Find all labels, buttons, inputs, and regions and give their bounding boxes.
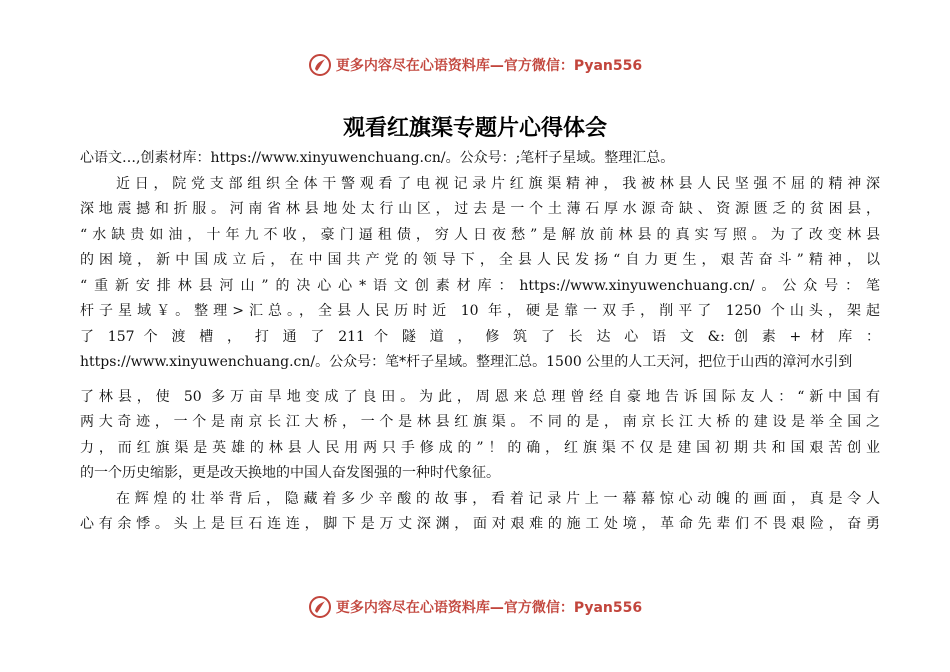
body-line: 深地震撼和折服。河南省林县地处太行山区，过去是一个土薄石厚水源奇缺、资源匮乏的贫困县，: [80, 201, 880, 217]
body-line: 的一个历史缩影，更是改天换地的中国人奋发图强的一种时代象征。: [80, 465, 500, 481]
body-line: 心有余悸。头上是巨石连连，脚下是万丈深渊，面对艰难的施工处境，革命先辈们不畏艰险，奋勇: [80, 516, 880, 532]
document-title: 观看红旗渠专题片心得体会: [342, 116, 607, 141]
brand-logo-icon: [308, 53, 332, 77]
body-line: 杆子星域￥。整理>汇总。，全县人民历时近 10 年，硬是靠一双手，削平了 1250 个山头，架起: [80, 303, 880, 319]
body-line: 力，而红旗渠是英雄的林县人民用两只手修成的”！的确，红旗渠不仅是建国初期共和国艰苦创业: [80, 439, 880, 456]
body-line: https://www.xinyuwenchuang.cn/。公众号：笔*杆子星域。整理汇总。1500 公里的人工天河，把位于山西的漳河水引到: [80, 354, 853, 370]
footer-watermark: [0, 594, 950, 620]
body-line: “水缺贵如油，十年九不收，豪门逼租债，穷人日夜愁”是解放前林县的真实写照。为了改变林县: [80, 226, 880, 243]
watermark-text: 更多内容尽在心语资料库—官方微信：Pyan556: [335, 58, 643, 74]
body-line: 了林县，使 50 多万亩旱地变成了良田。为此，周恩来总理曾经自豪地告诉国际友人：“新中国有: [80, 388, 880, 405]
brand-logo-icon: [308, 595, 332, 619]
body-line: 的困境，新中国成立后，在中国共产党的领导下，全县人民发扬“自力更生，艰苦奋斗”精神，以: [80, 252, 880, 268]
body-line: 了 157 个 渡 槽 ， 打 通 了 211 个 隧 道 ， 修 筑 了 长 达 心 语 文 &: 创 素 + 材 库 ：: [80, 328, 880, 345]
body-line: 两大奇迹，一个是南京长江大桥，一个是林县红旗渠。不同的是，南京长江大桥的建设是举全国之: [80, 414, 880, 430]
paragraph-gap: [80, 376, 880, 385]
document-body: [80, 146, 880, 538]
watermark-text: 更多内容尽在心语资料库—官方微信：Pyan556: [335, 600, 643, 616]
body-line: 在辉煌的壮举背后，隐藏着多少辛酸的故事，看着记录片上一幕幕惊心动魄的画面，真是令人: [116, 490, 880, 507]
body-line: 心语文…,创素材库：https://www.xinyuwenchuang.cn/。公众号：;笔杆子星域。整理汇总。: [80, 150, 675, 166]
body-line: 近日，院党支部组织全体干警观看了电视记录片红旗渠精神，我被林县人民坚强不屈的精神深: [116, 175, 880, 192]
header-watermark: [0, 52, 950, 78]
body-line: “重新安排林县河山”的决心心*语文创素材库：https://www.xinyuwenchuang.cn/。公众号：笔: [80, 277, 880, 294]
